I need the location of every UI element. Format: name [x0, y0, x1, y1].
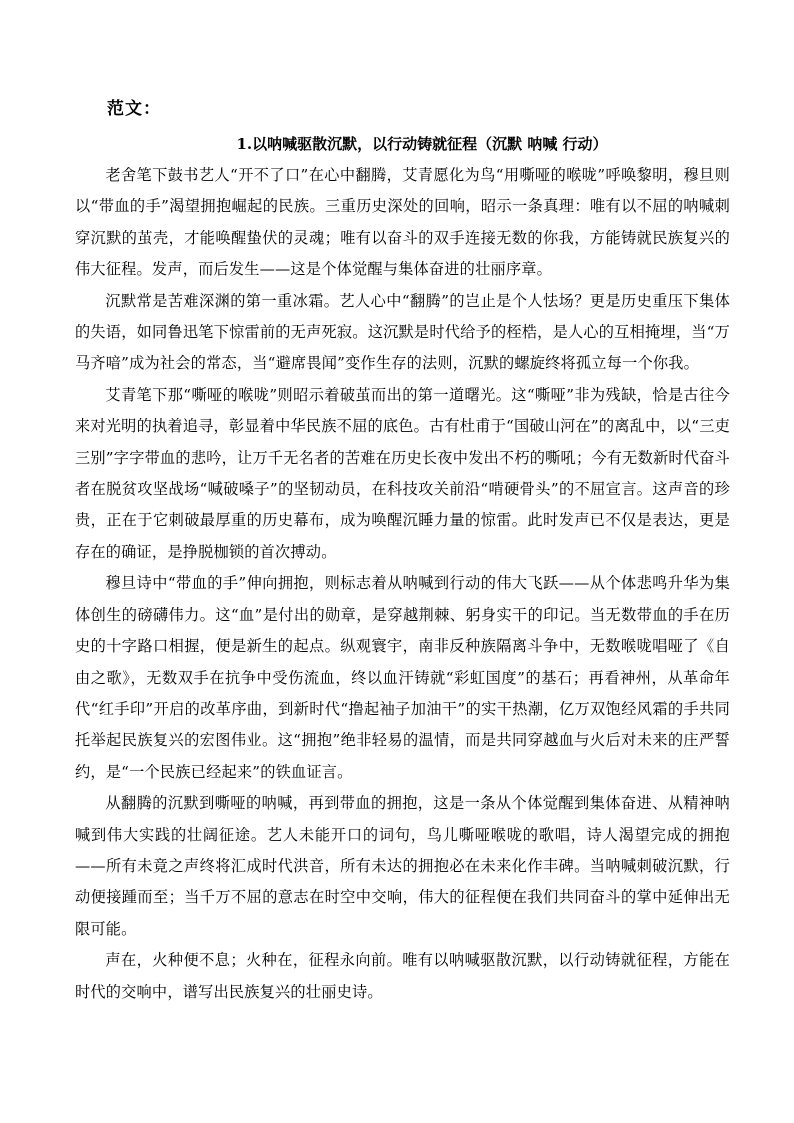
paragraph: 沉默常是苦难深渊的第一重冰霜。艺人心中“翻腾”的岂止是个人怯场？更是历史重压下集体的失语，如同鲁迅笔下惊雷前的无声死寂。这沉默是时代给予的桎梏，是人心的互相掩埋，当“万马齐喑”成为社会的常态，当“避席畏闻”变作生存的法则，沉默的螺旋终将孤立每一个你我。: [75, 291, 730, 373]
paragraph: 声在，火种便不息；火种在，征程永向前。唯有以呐喊驱散沉默，以行动铸就征程，方能在时代的交响中，谱写出民族复兴的壮丽史诗。: [75, 951, 730, 1001]
section-heading: 范文：: [107, 99, 161, 119]
essay-body: [75, 160, 730, 1008]
essay-title: 1.以呐喊驱散沉默，以行动铸就征程（沉默 呐喊 行动）: [236, 135, 608, 153]
paragraph: 老舍笔下鼓书艺人“开不了口”在心中翻腾，艾青愿化为鸟“用嘶哑的喉咙”呼唤黎明，穆旦则以“带血的手”渴望拥抱崛起的民族。三重历史深处的回响，昭示一条真理：唯有以不屈的呐喊刺穿沉默的茧壳，才能唤醒蛰伏的灵魂；唯有以奋斗的双手连接无数的你我，方能铸就民族复兴的伟大征程。发声，而后发生——这是个体觉醒与集体奋进的壮丽序章。: [75, 166, 730, 279]
paragraph: 艾青笔下那“嘶哑的喉咙”则昭示着破茧而出的第一道曙光。这“嘶哑”非为残缺，恰是古往今来对光明的执着追寻，彰显着中华民族不屈的底色。古有杜甫于“国破山河在”的离乱中，以“三吏三别”字字带血的悲吟，让万千无名者的苦难在历史长夜中发出不朽的嘶吼；今有无数新时代奋斗者在脱贫攻坚战场“喊破嗓子”的坚韧动员，在科技攻关前沿“啃硬骨头”的不屈宣言。这声音的珍贵，正在于它刺破最厚重的历史幕布，成为唤醒沉睡力量的惊雷。此时发声已不仅是表达，更是存在的确证，是挣脱枷锁的首次搏动。: [75, 385, 730, 561]
paragraph: 从翻腾的沉默到嘶哑的呐喊，再到带血的拥抱，这是一条从个体觉醒到集体奋进、从精神呐喊到伟大实践的壮阔征途。艺人未能开口的词句，鸟儿嘶哑喉咙的歌唱，诗人渴望完成的拥抱——所有未竟之声终将汇成时代洪音，所有未达的拥抱必在未来化作丰碑。当呐喊刺破沉默，行动便接踵而至；当千万不屈的意志在时空中交响，伟大的征程便在我们共同奋斗的掌中延伸出无限可能。: [75, 794, 730, 938]
paragraph: 穆旦诗中“带血的手”伸向拥抱，则标志着从呐喊到行动的伟大飞跃——从个体悲鸣升华为集体创生的磅礴伟力。这“血”是付出的勋章，是穿越荆棘、躬身实干的印记。当无数带血的手在历史的十字路口相握，便是新生的起点。纵观寰宇，南非反种族隔离斗争中，无数喉咙唱哑了《自由之歌》，无数双手在抗争中受伤流血，终以血汗铸就“彩虹国度”的基石；再看神州，从革命年代“红手印”开启的改革序曲，到新时代“撸起袖子加油干”的实干热潮，亿万双饱经风霜的手共同托举起民族复兴的宏图伟业。这“拥抱”绝非轻易的温情，而是共同穿越血与火后对未来的庄严誓约，是“一个民族已经起来”的铁血证言。: [75, 574, 730, 781]
